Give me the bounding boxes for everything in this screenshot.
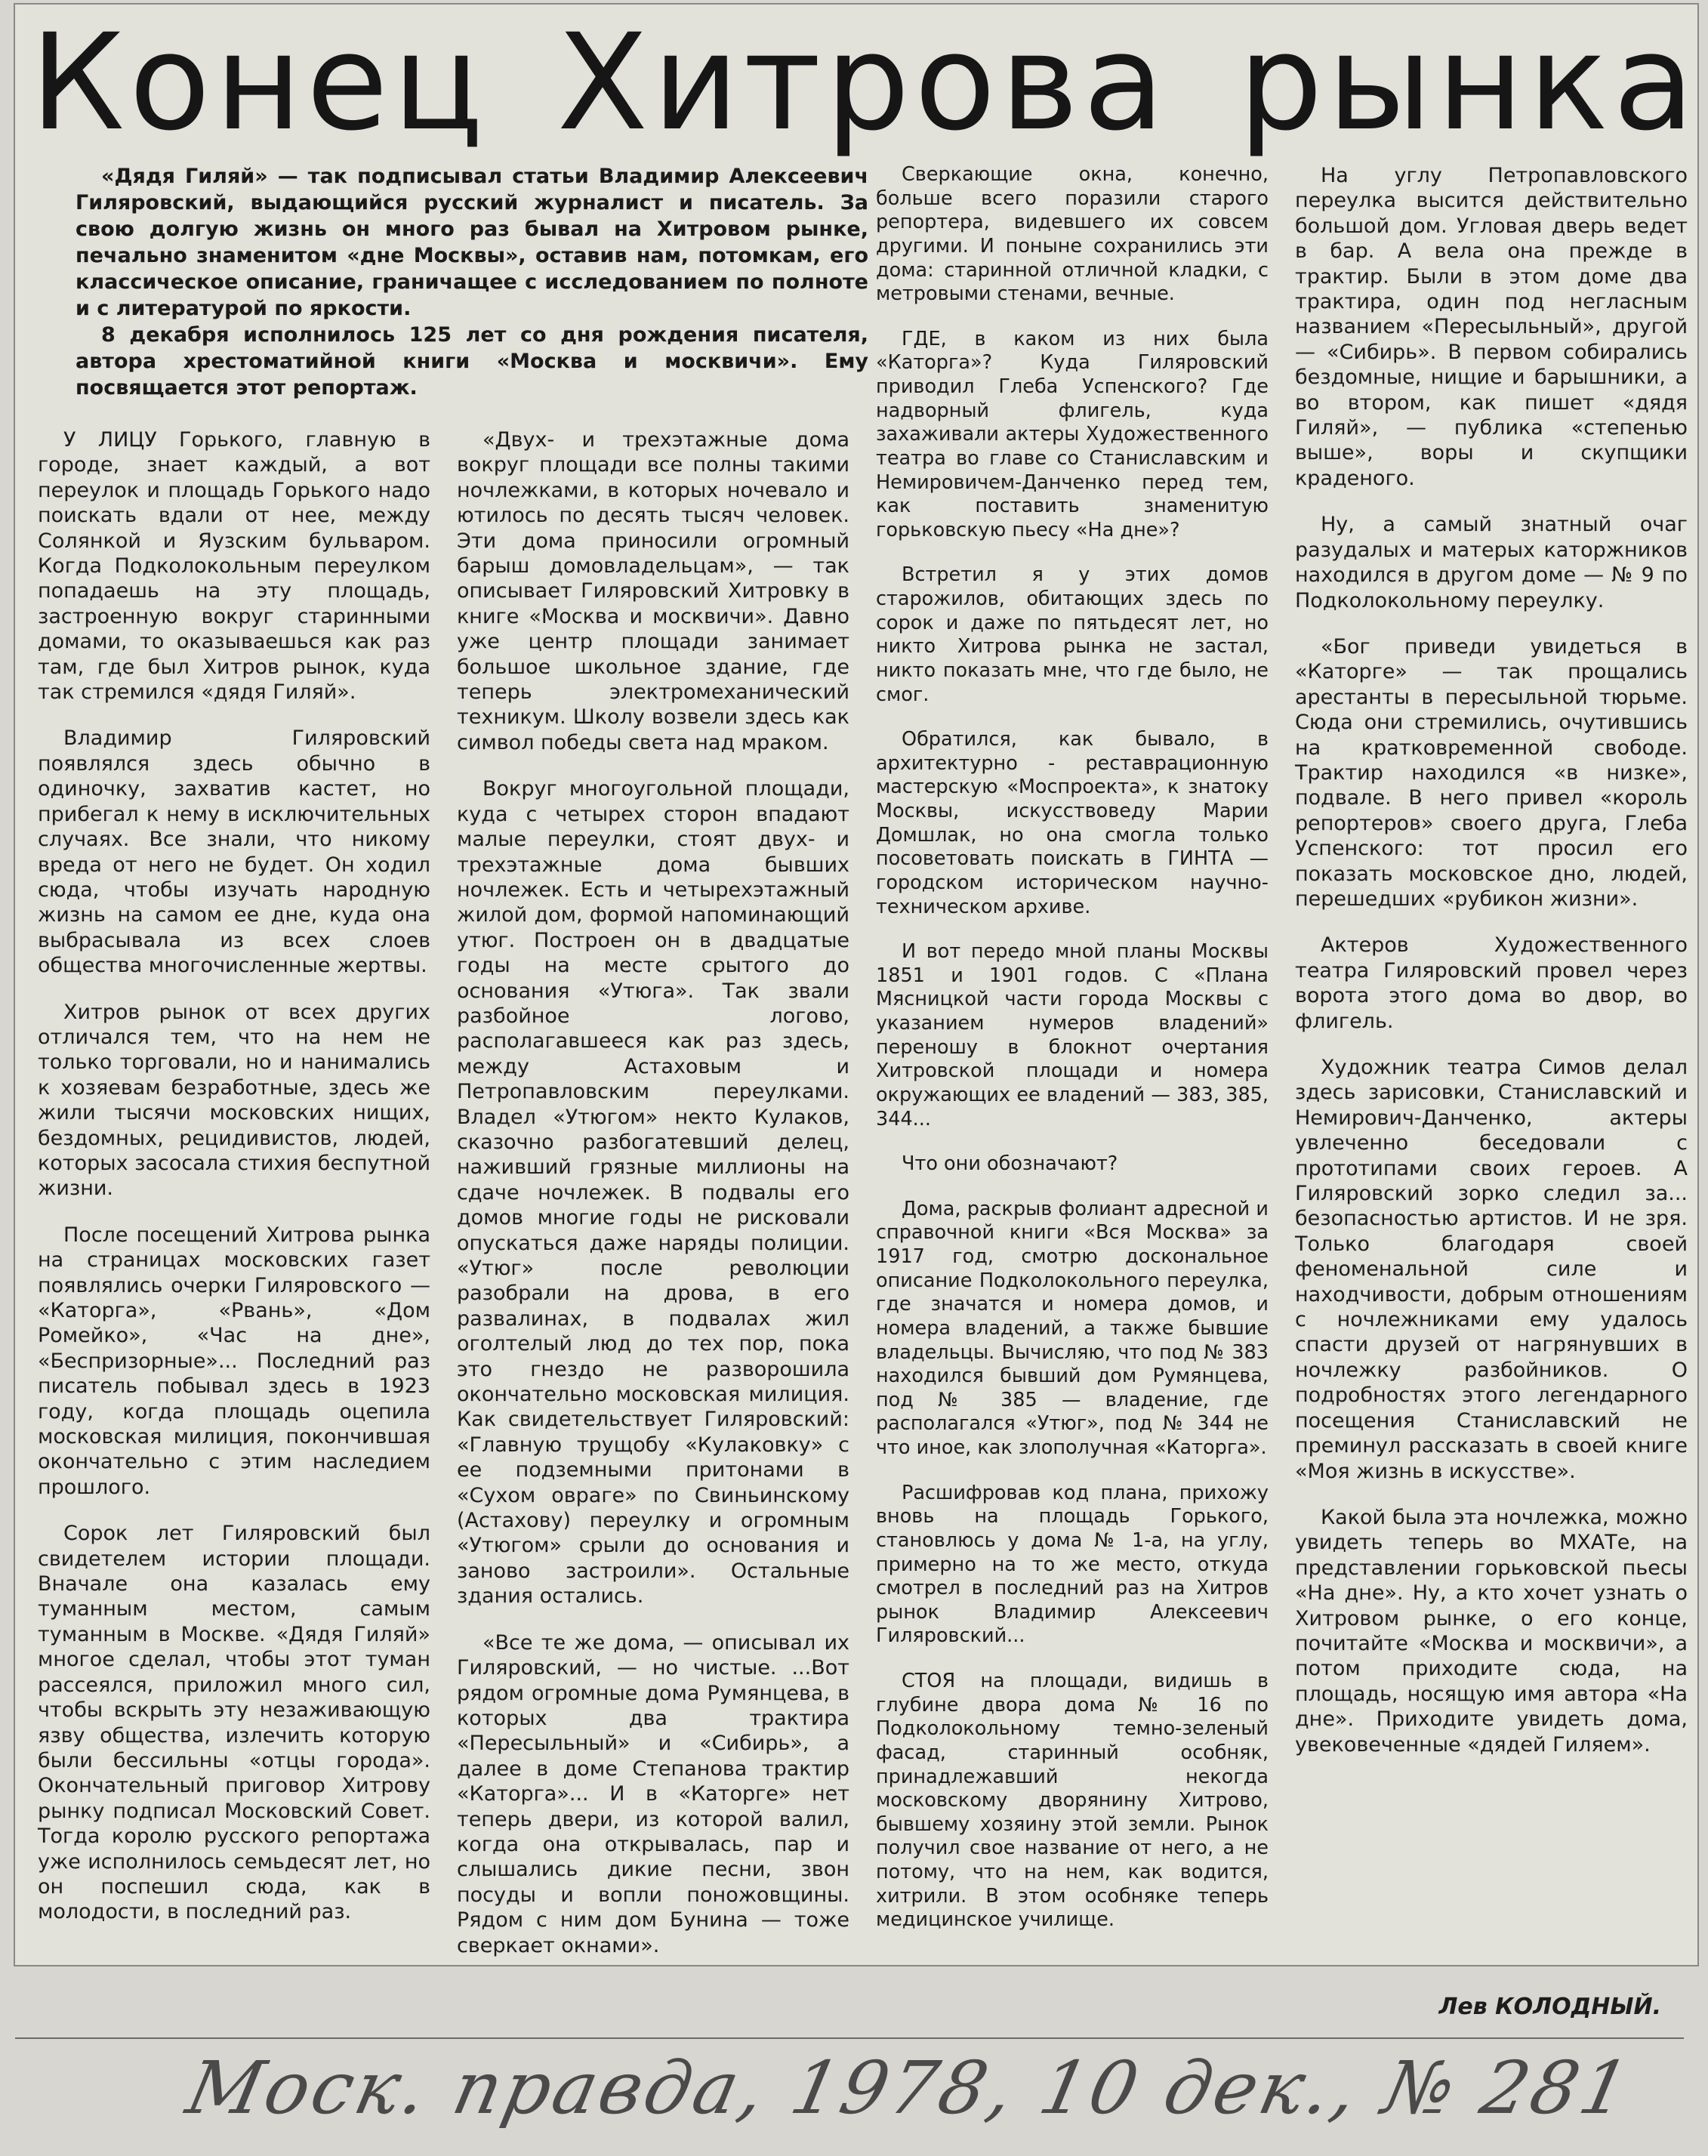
paragraph: Расшифровав код плана, прихожу вновь на площадь Горького, становлюсь у дома № 1-а, на углу, примерно на то же место, откуда смотрел в последний раз на Хитров рынок Владимир Алексеевич Гиляровский... <box>876 1481 1269 1648</box>
paragraph: И вот передо мной планы Москвы 1851 и 1901 годов. С «Плана Мясницкой части города Москвы с указанием нумеров владений» переношу в блокнот очертания Хитровской площади и номера окружающих ее владений — 383, 385, 344... <box>876 940 1269 1130</box>
newspaper-clipping <box>14 3 1699 1966</box>
paragraph: Владимир Гиляровский появлялся здесь обычно в одиночку, захватив кастет, но прибегал к нему в исключительных случаях. Все знали, что никому вреда от него не будет. Он ходил сюда, чтобы изучать народную жизнь на самом ее дне, куда она выбрасывала из всех слоев общества многочисленные жертвы. <box>38 726 430 978</box>
column-2 <box>457 427 849 1979</box>
headline-word: рынка <box>1238 5 1699 160</box>
author-byline: Лев КОЛОДНЫЙ. <box>1438 1994 1661 2020</box>
paragraph: Хитров рынок от всех других отличался тем, что на нем не только торговали, но и нанимались к хозяевам безработные, здесь же жили тысячи московских нищих, бездомных, рецидивистов, людей, которых засосала стихия беспутной жизни. <box>38 1000 430 1201</box>
column-4 <box>1295 163 1688 1778</box>
paragraph: На углу Петропавловского переулка высится действительно большой дом. Угловая дверь ведет в бар. А вела она прежде в трактир. Были в этом доме два трактира, один под негласным названием «Пересыльный», другой — «Сибирь». В первом собирались бездомные, нищие и барышники, а во втором, как пишет «дядя Гиляй», — публика «степенью выше», воры и скупщики краденого. <box>1295 164 1688 490</box>
paragraph: У ЛИЦУ Горького, главную в городе, знает каждый, а вот переулок и площадь Горького надо поискать вдали от нее, между Солянкой и Яузским бульваром. Когда Подколокольным переулком попадаешь на эту площадь, застроенную вокруг старинными домами, то оказываешься как раз там, где был Хитров рынок, куда так стремился «дядя Гиляй». <box>38 428 430 705</box>
lead-paragraphs <box>76 163 868 401</box>
lead-paragraph: «Дядя Гиляй» — так подписывал статьи Владимир Алексеевич Гиляровский, выдающийся русский журналист и писатель. За свою долгую жизнь он много раз бывал на Хитровом рынке, печально знаменитом «дне Москвы», оставив нам, потомкам, его классическое описание, граничащее с исследованием по полноте и с литературой по яркости. <box>76 165 868 320</box>
headline <box>30 5 1699 160</box>
paragraph: ГДЕ, в каком из них была «Каторга»? Куда Гиляровский приводил Глеба Успенского? Где надворный флигель, куда захаживали актеры Художественного театра во главе со Станиславским и Немировичем-Данченко перед тем, как поставить знаменитую горьковскую пьесу «На дне»? <box>876 327 1269 541</box>
paragraph: Обратился, как бывало, в архитектурно - реставрационную мастерскую «Моспроекта», к знатоку Москвы, искусствоведу Марии Домшлак, но она смогла только посоветовать поискать в ГИНТА — городском историческом научно-техническом архиве. <box>876 728 1269 918</box>
headline-word: Конец <box>30 5 488 160</box>
paragraph: Художник театра Симов делал здесь зарисовки, Станиславский и Немирович-Данченко, актеры увлеченно беседовали с прототипами своих героев. А Гиляровский зорко следил за... безопасностью артистов. И не зря. Только благодаря своей феноменальной силе и находчивости, добрым отношениям с ночлежниками ему удалось спасти друзей от нагрянувших в ночлежку разбойников. О подробностях этого легендарного посещения Станиславский не преминул рассказать в своей книге «Моя жизнь в искусстве». <box>1295 1056 1688 1483</box>
handwritten-source-note: Моск. правда, 1978, 10 дек., № 281 <box>180 2046 1639 2130</box>
paragraph: Сверкающие окна, конечно, больше всего поразили старого репортера, видевшего их совсем другими. И поныне сохранились эти дома: старинной отличной кладки, с метровыми стенами, вечные. <box>876 163 1269 306</box>
paragraph: «Бог приведи увидеться в «Каторге» — так прощались арестанты в пересыльной тюрьме. Сюда они стремились, очутившись на кратковременной свободе. Трактир находился «в низке», подвале. В него привел «король репортеров» своего друга, Глеба Успенского: тот просил его показать московское дно, людей, перешедших «рубикон жизни». <box>1295 634 1688 911</box>
paragraph: После посещений Хитрова рынка на страницах московских газет появлялись очерки Гиляровского — «Каторга», «Рвань», «Дом Ромейко», «Час на дне», «Беспризорные»... Последний раз писатель побывал здесь в 1923 году, когда площадь оцепила московская милиция, покончившая окончательно с этим наследием прошлого. <box>38 1223 430 1499</box>
headline-word: Хитрова <box>556 5 1170 160</box>
paragraph: Актеров Художественного театра Гиляровский провел через ворота этого дома во двор, во флигель. <box>1295 933 1688 1033</box>
column-1 <box>38 427 430 1946</box>
paragraph: «Все те же дома, — описывал их Гиляровский, — но чистые. ...Вот рядом огромные дома Румянцева, в которых два трактира «Пересыльный» и «Сибирь», а далее в доме Степанова трактир «Каторга»... И в «Каторге» нет теперь двери, из которой валил, когда она открывалась, пар и слышались дикие песни, звон посуды и вопли поножовщины. Рядом с ним дом Бунина — тоже сверкает окнами». <box>457 1630 849 1957</box>
paragraph: Встретил я у этих домов старожилов, обитающих здесь по сорок и даже по пятьдесят лет, но никто Хитрова рынка не застал, никто показать мне, что где было, не смог. <box>876 563 1269 706</box>
column-3 <box>876 163 1269 1954</box>
paragraph: Дома, раскрыв фолиант адресной и справочной книги «Вся Москва» за 1917 год, смотрю доскональное описание Подколокольного переулка, где значатся и номера домов, и номера владений, а также бывшие владельцы. Вычисляю, что под № 383 находился бывший дом Румянцева, под № 385 — владение, где располагался «Утюг», под № 344 не что иное, как злополучная «Каторга». <box>876 1197 1269 1459</box>
paragraph: Ну, а самый знатный очаг разудалых и матерых каторжников находился в другом доме — № 9 по Подколокольному переулку. <box>1295 513 1688 612</box>
paragraph: Что они обозначают? <box>902 1152 1118 1176</box>
paragraph: «Двух- и трехэтажные дома вокруг площади все полны такими ночлежками, в которых ночевало и ютилось по десять тысяч человек. Эти дома приносили огромный барыш домовладельцам», — так описывает Гиляровский Хитровку в книге «Москва и москвичи». Давно уже центр площади занимает большое школьное здание, где теперь электромеханический техникум. Школу возвели здесь как символ победы света над мраком. <box>457 428 849 754</box>
paragraph: Какой была эта ночлежка, можно увидеть теперь во МХАТе, на представлении горьковской пьесы «На дне». Ну, а кто хочет узнать о Хитровом рынке, о его конце, почитайте «Москва и москвичи», а потом приходите сюда, на площадь, носящую имя автора «На дне». Приходите увидеть дома, увековеченные «дядей Гиляем». <box>1295 1505 1688 1757</box>
lead-paragraph: 8 декабря исполнилось 125 лет со дня рождения писателя, автора хрестоматийной книги «Москва и москвичи». Ему посвящается этот репортаж. <box>76 323 868 399</box>
paragraph: Сорок лет Гиляровский был свидетелем истории площади. Вначале она казалась ему туманным местом, самым туманным в Москве. «Дядя Гиляй» многое сделал, чтобы этот туман рассеялся, приложил много сил, чтобы вскрыть эту незаживающую язву общества, излечить которую были бессильны «отцы города». Окончательный приговор Хитрову рынку подписал Московский Совет. Тогда королю русского репортажа уже исполнилось семьдесят лет, но он поспешил сюда, как в молодости, в последний раз. <box>38 1522 430 1924</box>
paragraph: Вокруг многоугольной площади, куда с четырех сторон впадают малые переулки, стоят двух- и трехэтажные дома бывших ночлежек. Есть и четырехэтажный жилой дом, формой напоминающий утюг. Построен он в двадцатые годы на месте срытого до основания «Утюга». Так звали разбойное логово, располагавшееся как раз здесь, между Астаховым и Петропавловским переулками. Владел «Утюгом» некто Кулаков, сказочно разбогатевший делец, наживший грязные миллионы на сдаче ночлежек. В подвалы его домов многие годы не рисковали опускаться даже наряды полиции. «Утюг» после революции разобрали на дрова, в его развалинах, в подвалах жил оголтелый люд до тех пор, пока это гнездо не разворошила окончательно московская милиция. Как свидетельствует Гиляровский: «Главную трущобу «Кулаковку» с ее подземными притонами в «Сухом овраге» по Свиньинскому (Астахову) переулку и огромным «Утюгом» срыли до основания и заново застроили». Остальные здания остались. <box>457 777 849 1609</box>
paragraph: СТОЯ на площади, видишь в глубине двора дома № 16 по Подколокольному темно-зеленый фасад, старинный особняк, принадлежавший некогда московскому дворянину Хитрово, бывшему хозяину этой земли. Рынок получил свое название от него, а не потому, что на нем, как водится, хитрили. В этом особняке теперь медицинское училище. <box>876 1670 1269 1932</box>
